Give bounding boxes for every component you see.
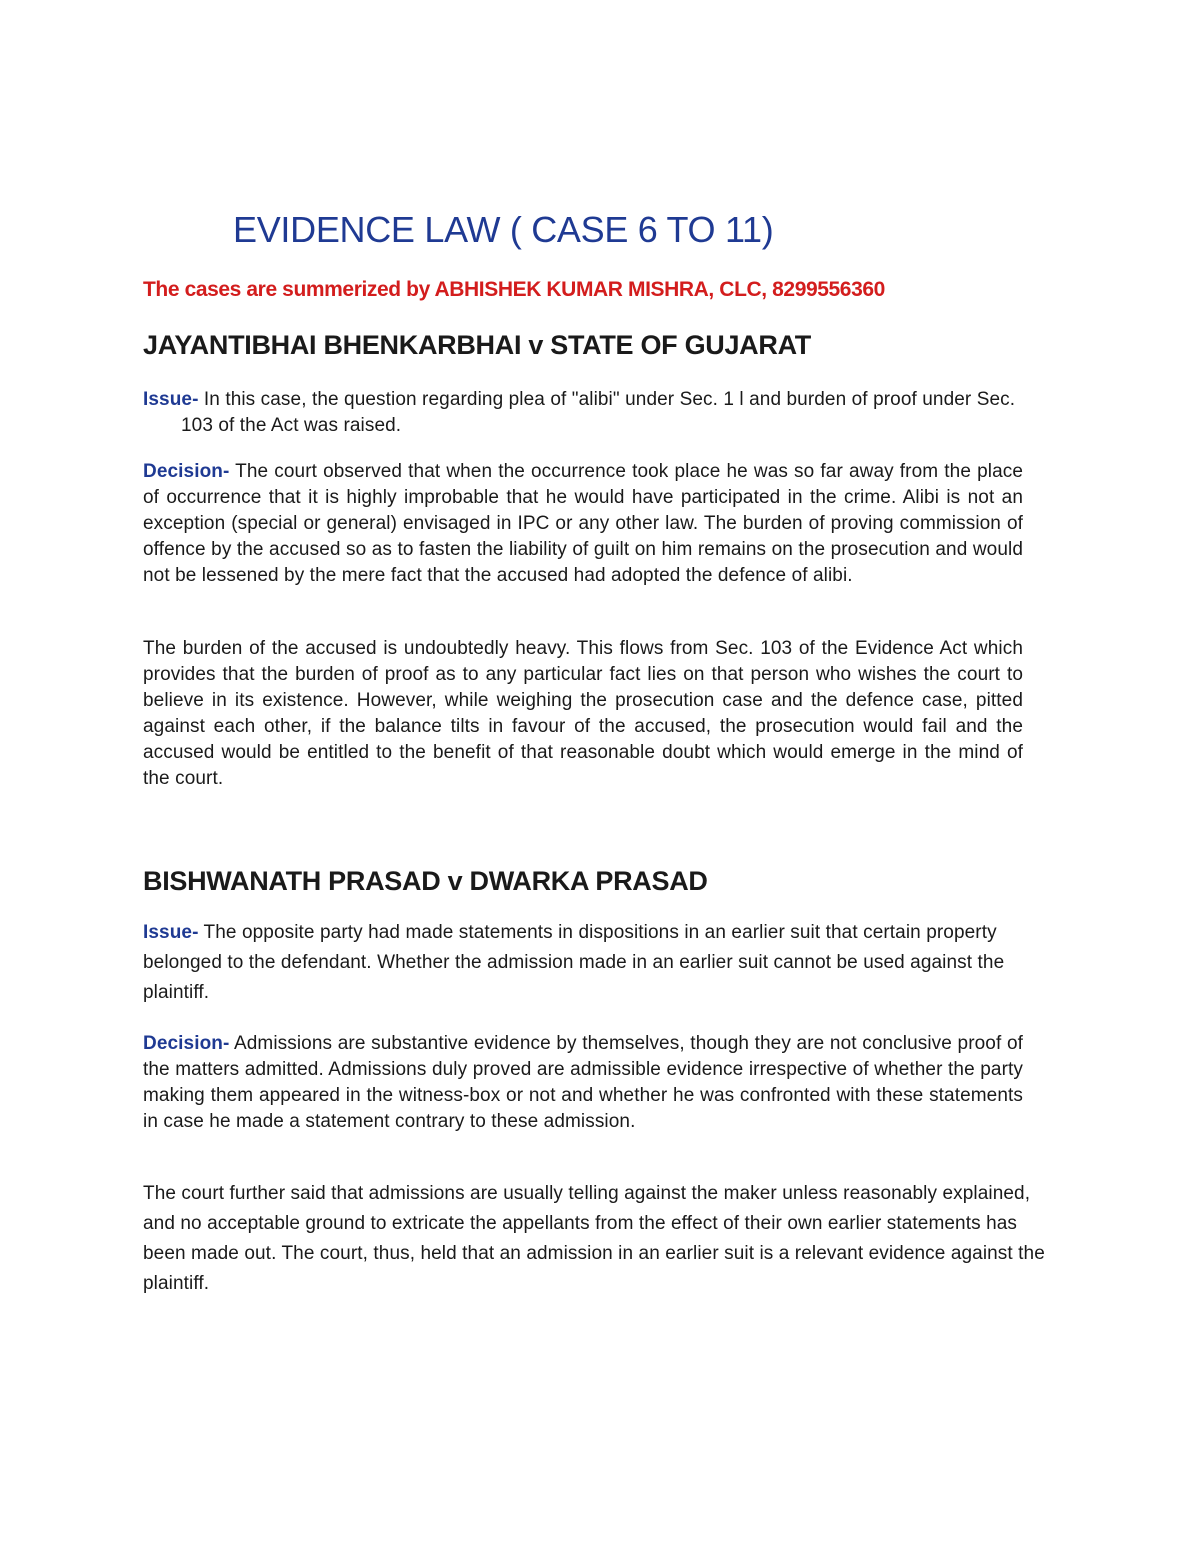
case-1-extra-paragraph: The burden of the accused is undoubtedly heavy. This flows from Sec. 103 of the Evidence Act which provides that the burden of proof as to any particular fact lies on that person who wishes the court to believe in its existence. However, while weighing the prosecution case and the defence case, pitted against each other, if the balance tilts in favour of the accused, the prosecution would fail and the accused would be entitled to the benefit of that reasonable doubt which would emerge in the mind of the court. xyxy=(143,638,1023,789)
case-1-issue xyxy=(143,387,1047,439)
issue-text: The opposite party had made statements in dispositions in an earlier suit that certain property belonged to the defendant. Whether the admission made in an earlier suit cannot be used against the plaintiff. xyxy=(143,922,1005,1003)
decision-label: Decision- xyxy=(143,1033,230,1054)
decision-label: Decision- xyxy=(143,461,230,482)
case-1-decision xyxy=(143,459,1023,589)
case-title-2: BISHWANATH PRASAD v DWARKA PRASAD xyxy=(143,866,708,896)
decision-text: Admissions are substantive evidence by themselves, though they are not conclusive proof of the matters admitted. Admissions duly proved are admissible evidence irrespective of whether the party making them appeared in the witness-box or not and whether he was confronted with these statements in case he made a statement contrary to these admission. xyxy=(143,1033,1023,1132)
issue-label: Issue- xyxy=(143,389,199,410)
issue-label: Issue- xyxy=(143,922,199,943)
case-2-issue xyxy=(143,918,1048,1008)
issue-text: In this case, the question regarding plea of "alibi" under Sec. 1 l and burden of proof under Sec. 103 of the Act was raised. xyxy=(181,389,1016,436)
case-title-1: JAYANTIBHAI BHENKARBHAI v STATE OF GUJARAT xyxy=(143,330,811,360)
decision-text: The court observed that when the occurrence took place he was so far away from the place of occurrence that it is highly improbable that he would have participated in the crime. Alibi is not an exception (special or general) envisaged in IPC or any other law. The burden of proving commission of offence by the accused so as to fasten the liability of guilt on him remains on the prosecution and would not be lessened by the mere fact that the accused had adopted the defence of alibi. xyxy=(143,461,1023,586)
case-2-extra-paragraph: The court further said that admissions are usually telling against the maker unless reasonably explained, and no acceptable ground to extricate the appellants from the effect of their own earlier statements has been made out. The court, thus, held that an admission in an earlier suit is a relevant evidence against the plaintiff. xyxy=(143,1183,1045,1294)
document-title: EVIDENCE LAW ( CASE 6 TO 11) xyxy=(233,209,774,250)
document-subtitle: The cases are summerized by ABHISHEK KUMAR MISHRA, CLC, 8299556360 xyxy=(143,278,885,301)
case-2-decision xyxy=(143,1031,1023,1135)
